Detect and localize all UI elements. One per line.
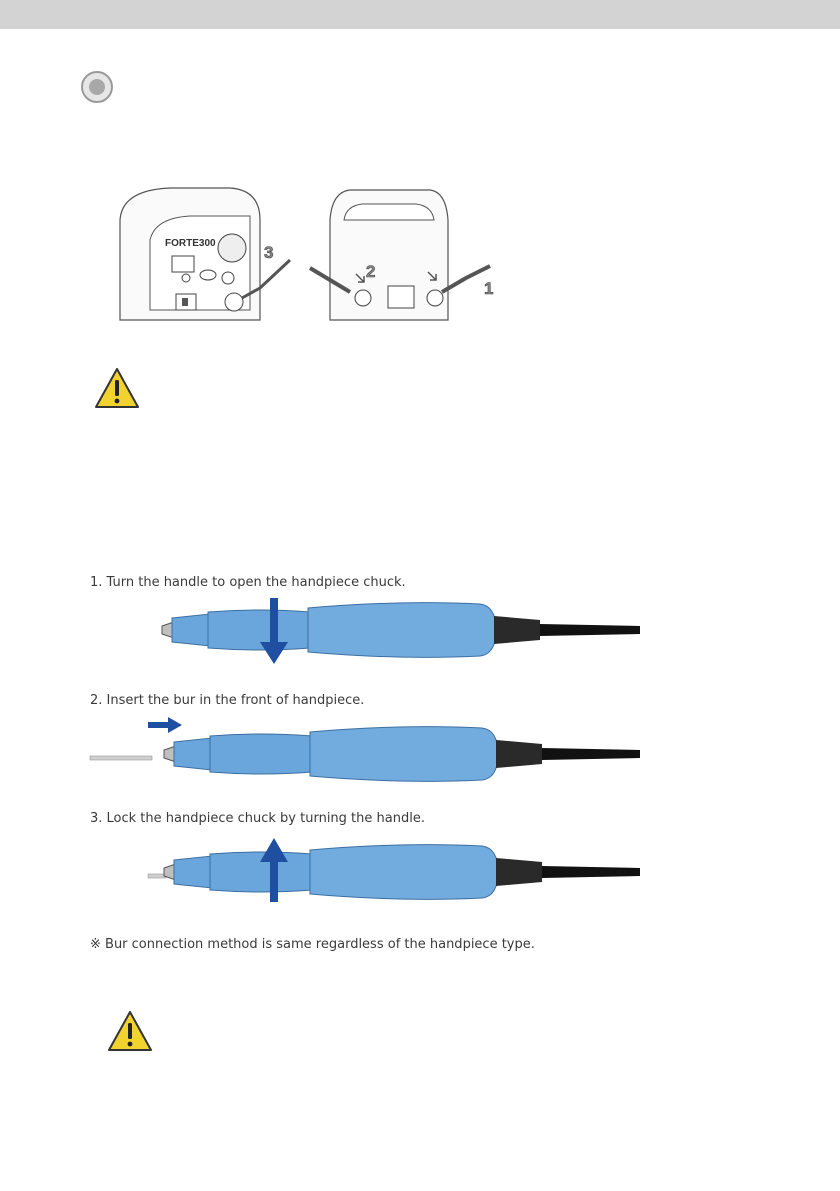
- callout-3: 3: [264, 243, 274, 262]
- console-connection-figure: [110, 180, 510, 330]
- callout-1: 1: [484, 279, 494, 298]
- step-2-text: 2. Insert the bur in the front of handpiece.: [90, 693, 365, 708]
- note-text: ※ Bur connection method is same regardless of the handpiece type.: [90, 937, 535, 952]
- callout-2: 2: [366, 262, 376, 281]
- step-1-text: 1. Turn the handle to open the handpiece chuck.: [90, 575, 406, 590]
- handpiece-step-3: [146, 836, 640, 906]
- warning-icon: [106, 1009, 154, 1053]
- warning-icon: [93, 366, 141, 410]
- console-back-illustration: [310, 190, 493, 320]
- handpiece-step-1: [150, 598, 640, 668]
- header-bar: [0, 0, 840, 29]
- step-3-text: 3. Lock the handpiece chuck by turning the handle.: [90, 811, 425, 826]
- arrow-right-icon: [148, 717, 182, 733]
- handpiece-step-2: [88, 712, 640, 792]
- console-model-label: FORTE300: [165, 238, 216, 249]
- bur: [90, 756, 152, 760]
- console-front-illustration: [120, 188, 290, 320]
- radio-bullet-icon: [80, 70, 114, 104]
